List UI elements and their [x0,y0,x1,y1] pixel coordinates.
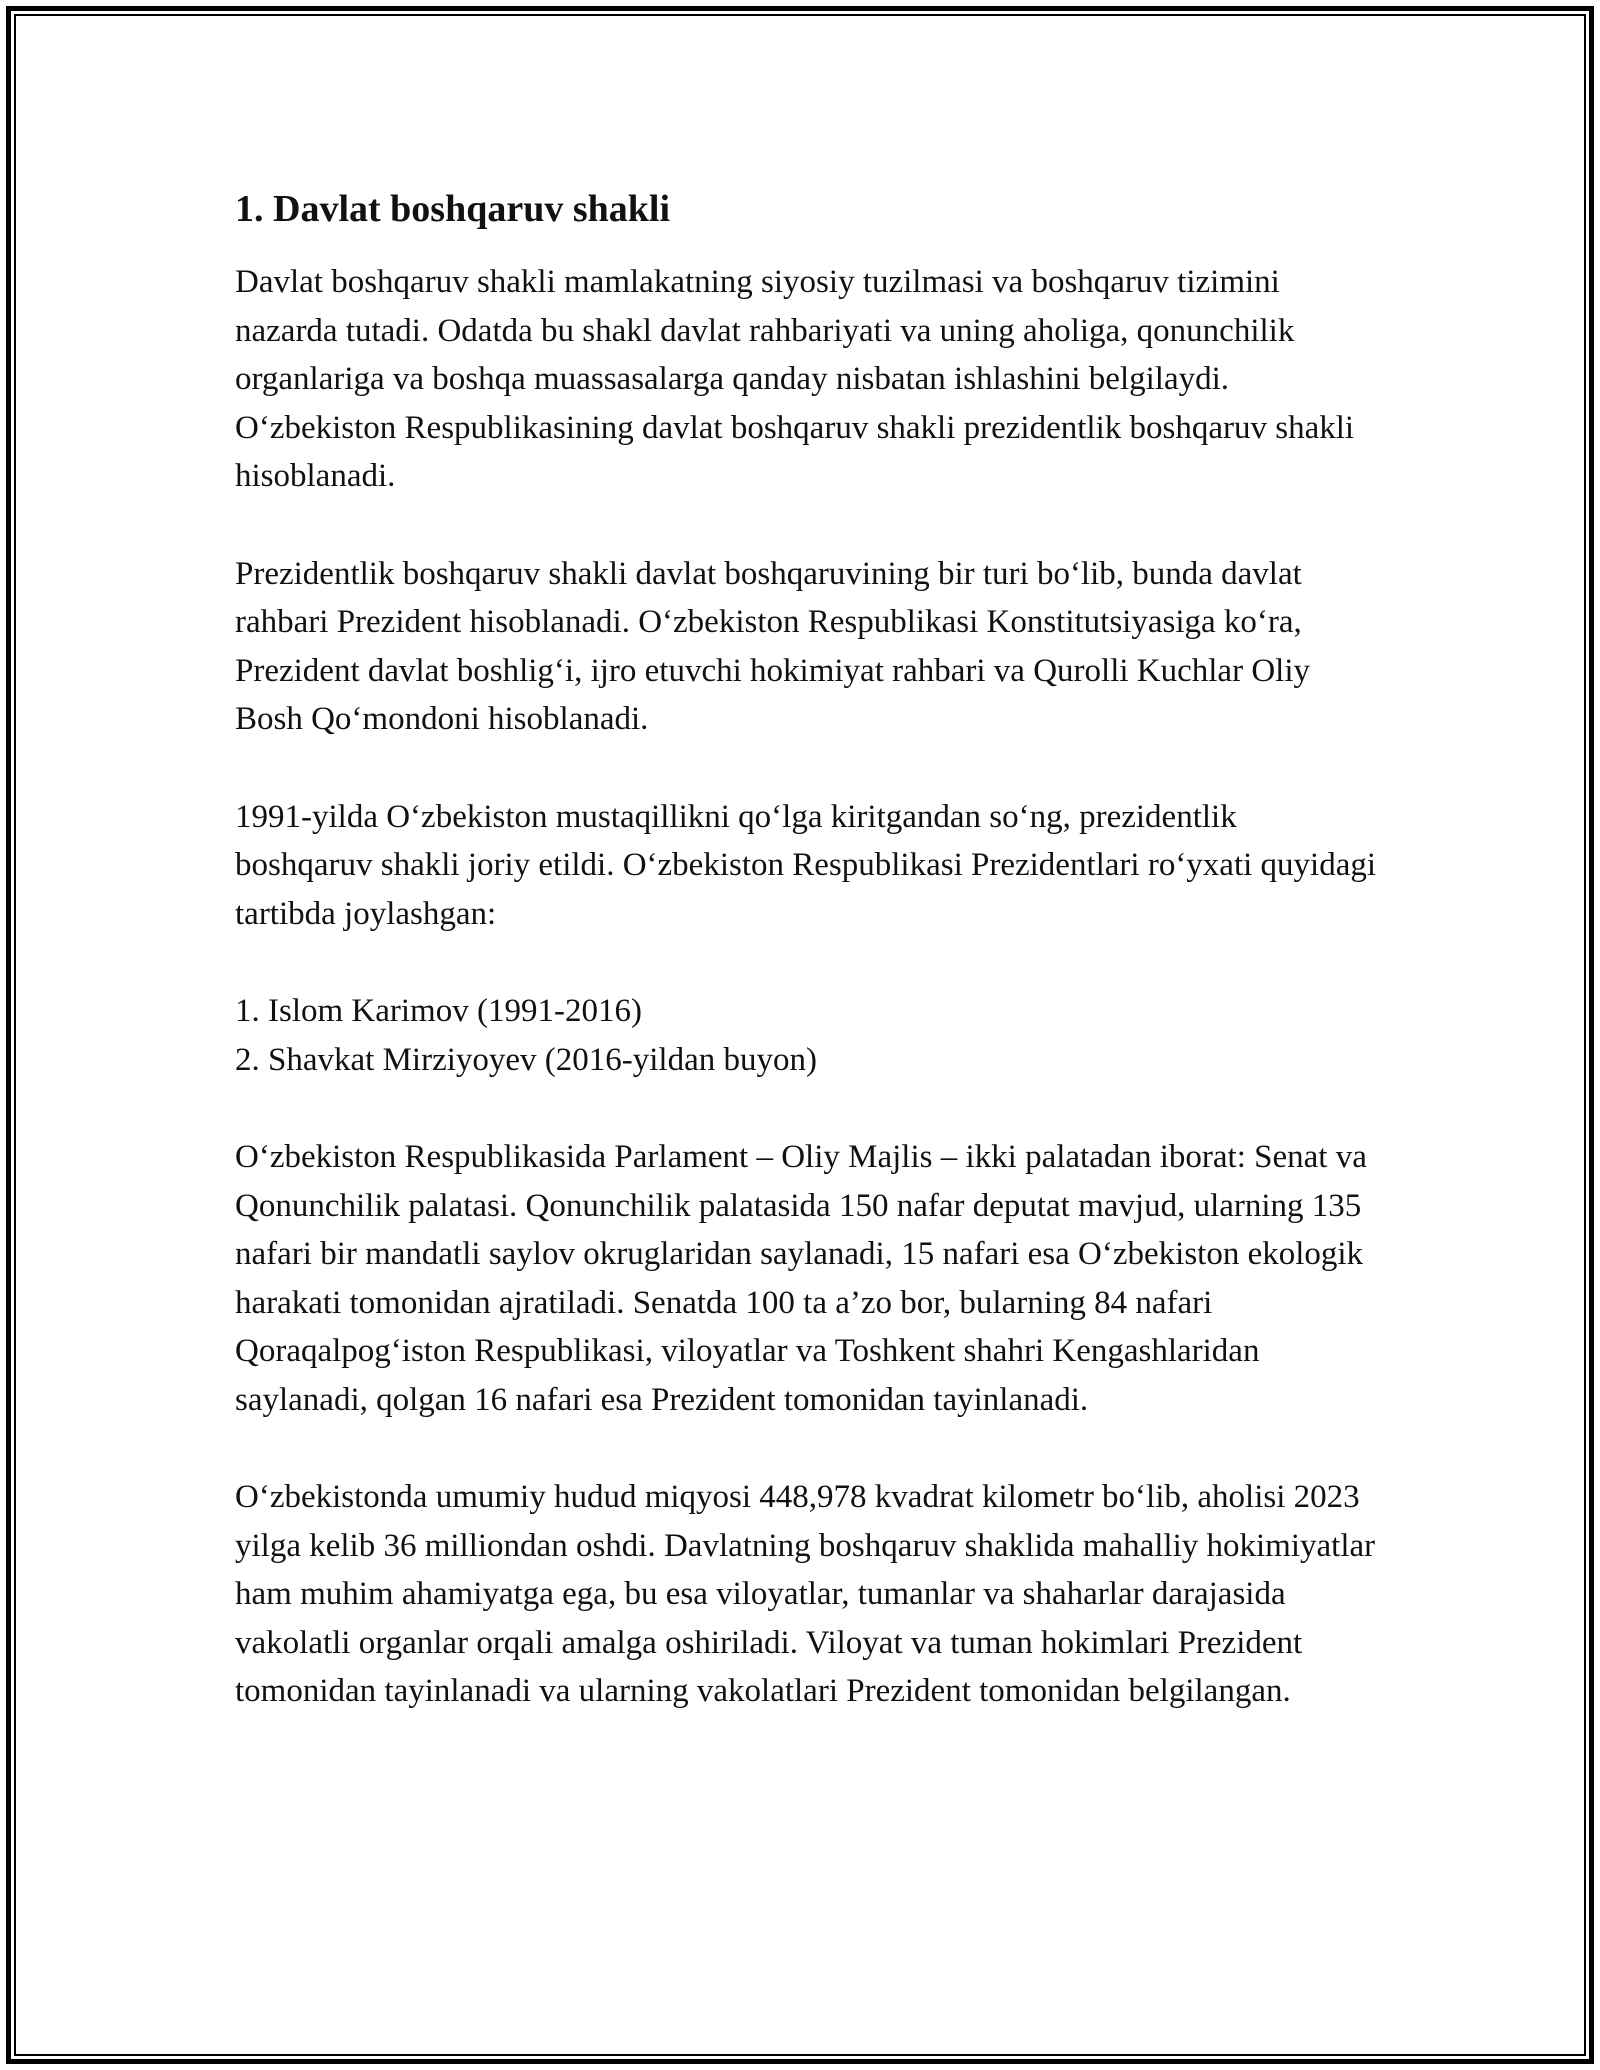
section-heading: 1. Davlat boshqaruv shakli [235,188,671,230]
paragraph-presidential-system: Prezidentlik boshqaruv shakli davlat boshqaruvining bir turi bo‘lib, bunda davlat rahbari Prezident hisoblanadi. O‘zbekiston Respublikasi Konstitutsiyasiga ko‘ra, Prezident davlat boshlig‘i, ijro etuvchi hokimiyat rahbari va Qurolli Kuchlar Oliy Bosh Qo‘mondoni hisoblanadi. [235,555,1310,737]
list-item: 2. Shavkat Mirziyoyev (2016-yildan buyon) [235,1041,817,1078]
paragraph-parliament: O‘zbekiston Respublikasida Parlament – Oliy Majlis – ikki palatadan iborat: Senat va Qonunchilik palatasi. Qonunchilik palatasida 150 nafar deputat mavjud, ularning 135 nafari bir mandatli saylov okruglaridan saylanadi, 15 nafari esa O‘zbekiston ekologik harakati tomonidan ajratiladi. Senatda 100 ta a’zo bor, bularning 84 nafari Qoraqalpog‘iston Respublikasi, viloyatlar va Toshkent shahri Kengashlaridan saylanadi, qolgan 16 nafari esa Prezident tomonidan tayinlanadi. [235,1139,1367,1418]
list-item: 1. Islom Karimov (1991-2016) [235,993,642,1029]
document-body [235,186,1380,1765]
paragraph-independence: 1991-yilda O‘zbekiston mustaqillikni qo‘lga kiritgandan so‘ng, prezidentlik boshqaruv shakli joriy etildi. O‘zbekiston Respublikasi Prezidentlari ro‘yxati quyidagi tartibda joylashgan: [235,798,1377,932]
presidents-list [235,987,1380,1084]
paragraph-government-form: Davlat boshqaruv shakli mamlakatning siyosiy tuzilmasi va boshqaruv tizimini nazarda tutadi. Odatda bu shakl davlat rahbariyati va uning aholiga, qonunchilik organlariga va boshqa muassasalarga qanday nisbatan ishlashini belgilaydi. O‘zbekiston Respublikasining davlat boshqaruv shakli prezidentlik boshqaruv shakli hisoblanadi. [235,264,1355,494]
paragraph-territory: O‘zbekistonda umumiy hudud miqyosi 448,978 kvadrat kilometr bo‘lib, aholisi 2023 yilga kelib 36 milliondan oshdi. Davlatning boshqaruv shaklida mahalliy hokimiyatlar ham muhim ahamiyatga ega, bu esa viloyatlar, tumanlar va shaharlar darajasida vakolatli organlar orqali amalga oshiriladi. Viloyat va tuman hokimlari Prezident tomonidan tayinlanadi va ularning vakolatlari Prezident tomonidan belgilangan. [235,1479,1376,1709]
